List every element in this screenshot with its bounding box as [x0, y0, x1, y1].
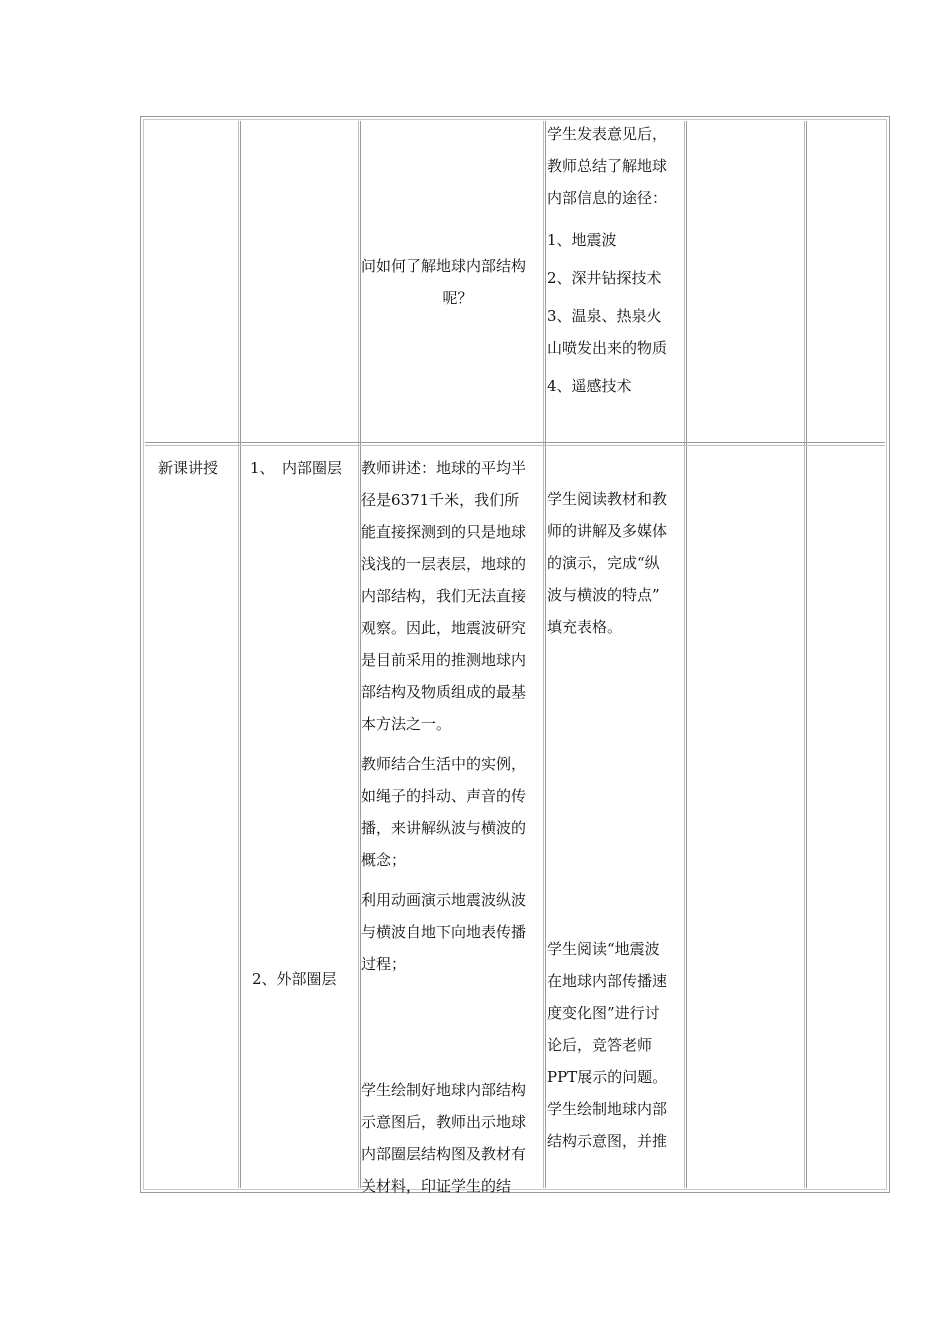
summary-line: 学生发表意见后，: [547, 125, 668, 143]
text-line: 播，来讲解纵波与横波的: [361, 819, 527, 837]
text-line: 在地球内部传播速: [547, 972, 668, 990]
row1-col4-summary: [547, 118, 687, 402]
text-line: 能直接探测到的只是地球: [361, 523, 527, 541]
teacher-para-2: [361, 748, 546, 876]
text-line: 是目前采用的推测地球内: [361, 651, 527, 669]
text-line: 的演示，完成“纵: [547, 554, 660, 572]
text-line: 学生阅读教材和教: [547, 490, 668, 508]
text-line: 浅浅的一层表层，地球的: [361, 555, 527, 573]
question-line-2: 呢？: [442, 289, 473, 307]
text-line: 示意图后，教师出示地球: [361, 1113, 527, 1131]
topic-outer-sphere: 2、外部圈层: [252, 970, 337, 988]
text-line: 学生阅读“地震波: [547, 940, 660, 958]
teacher-para-4: [361, 1074, 546, 1202]
text-line: PPT展示的问题。: [547, 1068, 668, 1086]
column-divider: [238, 121, 241, 1188]
summary-line: 4、遥感技术: [547, 377, 632, 395]
section-label: 新课讲授: [158, 459, 219, 477]
text-line: 如绳子的抖动、声音的传: [361, 787, 527, 805]
teacher-para-1: [361, 452, 546, 740]
text-line: 教师讲述：地球的平均半: [361, 459, 527, 477]
text-line: 内部圈层结构图及教材有: [361, 1145, 527, 1163]
topic-inner-sphere: 1、 内部圈层: [250, 459, 343, 477]
student-para-2: [547, 933, 687, 1093]
summary-line: 3、温泉、热泉火: [547, 307, 662, 325]
text-line: 论后，竞答老师: [547, 1036, 653, 1054]
text-line: 与横波自地下向地表传播: [361, 923, 527, 941]
text-line: 过程；: [361, 955, 407, 973]
text-line: 学生绘制好地球内部结构: [361, 1081, 527, 1099]
teacher-activity: [361, 452, 546, 1202]
summary-line: 内部信息的途径：: [547, 189, 668, 207]
row-divider: [145, 442, 885, 446]
text-line: 部结构及物质组成的最基: [361, 683, 527, 701]
row1-col3-question: [361, 250, 546, 314]
text-line: 波与横波的特点”: [547, 586, 660, 604]
text-line: 观察。因此，地震波研究: [361, 619, 527, 637]
summary-line: 2、深井钻探技术: [547, 269, 662, 287]
text-line: 本方法之一。: [361, 715, 452, 733]
text-line: 填充表格。: [547, 618, 623, 636]
text-line: 学生绘制地球内部: [547, 1100, 668, 1118]
student-para-1: [547, 483, 687, 643]
text-line: 教师结合生活中的实例，: [361, 755, 527, 773]
column-divider: [804, 121, 807, 1188]
summary-line: 1、地震波: [547, 231, 617, 249]
text-line: 结构示意图，并推: [547, 1132, 668, 1150]
text-line: 径是6371千米，我们所: [361, 491, 520, 509]
text-line: 关材料，印证学生的结: [361, 1177, 512, 1195]
summary-line: 山喷发出来的物质: [547, 339, 668, 357]
summary-line: 教师总结了解地球: [547, 157, 668, 175]
teacher-para-3: [361, 884, 546, 980]
text-line: 度变化图”进行讨: [547, 1004, 660, 1022]
student-activity: [547, 483, 687, 1157]
text-line: 利用动画演示地震波纵波: [361, 891, 527, 909]
text-line: 概念；: [361, 851, 407, 869]
student-para-3: [547, 1093, 687, 1157]
question-line-1: 问如何了解地球内部结构: [361, 257, 527, 275]
text-line: 内部结构，我们无法直接: [361, 587, 527, 605]
text-line: 师的讲解及多媒体: [547, 522, 668, 540]
